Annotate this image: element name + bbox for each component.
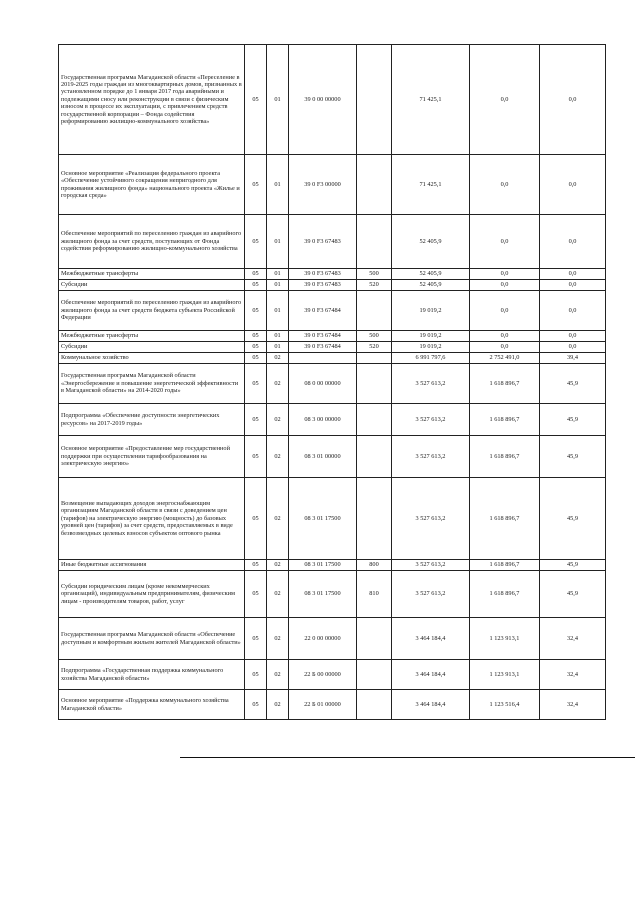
subsection-code-cell: 01 [267,155,289,215]
expense-type-cell [357,660,392,690]
table-row [59,291,606,331]
table-row [59,571,606,618]
planned-amount-cell: 3 464 184,4 [392,660,470,690]
executed-amount-cell: 2 752 491,0 [470,353,540,364]
execution-percent-cell: 45,9 [540,571,606,618]
section-code-cell: 05 [245,291,267,331]
budget-table-body [59,45,606,720]
executed-amount-cell: 0,0 [470,291,540,331]
execution-percent-cell: 0,0 [540,155,606,215]
target-article-cell: 39 0 F3 00000 [289,155,357,215]
expense-type-cell [357,353,392,364]
planned-amount-cell: 52 405,9 [392,215,470,269]
section-code-cell: 05 [245,571,267,618]
expense-type-cell [357,690,392,720]
row-name-cell: Субсидии [59,280,245,291]
table-row [59,331,606,342]
planned-amount-cell: 3 464 184,4 [392,618,470,660]
execution-percent-cell: 0,0 [540,215,606,269]
planned-amount-cell: 6 991 797,6 [392,353,470,364]
subsection-code-cell: 02 [267,353,289,364]
row-name-cell: Государственная программа Магаданской области «Энергосбережение и повышение энергетической эффективности в Магаданской области» на 2014-2020 годы» [59,364,245,404]
budget-table [58,44,606,720]
executed-amount-cell: 0,0 [470,215,540,269]
section-code-cell: 05 [245,342,267,353]
section-code-cell: 05 [245,364,267,404]
execution-percent-cell: 45,9 [540,478,606,560]
subsection-code-cell: 01 [267,45,289,155]
target-article-cell: 39 0 00 00000 [289,45,357,155]
subsection-code-cell: 02 [267,436,289,478]
section-code-cell: 05 [245,269,267,280]
expense-type-cell [357,436,392,478]
subsection-code-cell: 01 [267,215,289,269]
planned-amount-cell: 3 527 613,2 [392,364,470,404]
execution-percent-cell: 0,0 [540,342,606,353]
executed-amount-cell: 1 123 516,4 [470,690,540,720]
subsection-code-cell: 02 [267,478,289,560]
planned-amount-cell: 19 019,2 [392,342,470,353]
section-code-cell: 05 [245,690,267,720]
expense-type-cell: 810 [357,571,392,618]
table-row [59,618,606,660]
row-name-cell: Субсидии юридическим лицам (кроме некоммерческих организаций), индивидуальным предпринимателям, физическим лицам - производителям товаров, работ, услуг [59,571,245,618]
execution-percent-cell: 45,9 [540,436,606,478]
planned-amount-cell: 3 527 613,2 [392,560,470,571]
target-article-cell: 22 Б 01 00000 [289,690,357,720]
target-article-cell: 08 3 00 00000 [289,404,357,436]
row-name-cell: Межбюджетные трансферты [59,269,245,280]
planned-amount-cell: 52 405,9 [392,280,470,291]
expense-type-cell [357,155,392,215]
expense-type-cell: 500 [357,331,392,342]
expense-type-cell [357,291,392,331]
table-row [59,478,606,560]
divider-line [180,757,635,758]
row-name-cell: Государственная программа Магаданской области «Переселение в 2019-2025 годы граждан из многоквартирных домов, признанных в установленном порядке до 1 января 2017 года аварийными и подлежащими сносу или реконструкции в связи с физическим износом в процессе их эксплуатации, с привлечением средств государственной корпорации – Фонда содействия реформированию жилищно-коммунального хозяйства» [59,45,245,155]
target-article-cell: 08 3 01 17500 [289,571,357,618]
row-name-cell: Межбюджетные трансферты [59,331,245,342]
planned-amount-cell: 3 527 613,2 [392,436,470,478]
target-article-cell: 39 0 F3 67484 [289,342,357,353]
execution-percent-cell: 45,9 [540,364,606,404]
table-row [59,690,606,720]
table-row [59,660,606,690]
table-row [59,353,606,364]
planned-amount-cell: 71 425,1 [392,155,470,215]
planned-amount-cell: 3 464 184,4 [392,690,470,720]
table-row [59,404,606,436]
expense-type-cell [357,404,392,436]
table-row [59,45,606,155]
target-article-cell: 39 0 F3 67483 [289,280,357,291]
expense-type-cell [357,215,392,269]
expense-type-cell [357,45,392,155]
target-article-cell: 22 0 00 00000 [289,618,357,660]
section-code-cell: 05 [245,404,267,436]
subsection-code-cell: 02 [267,660,289,690]
executed-amount-cell: 0,0 [470,269,540,280]
target-article-cell: 39 0 F3 67484 [289,331,357,342]
section-code-cell: 05 [245,215,267,269]
target-article-cell: 39 0 F3 67483 [289,269,357,280]
expense-type-cell: 520 [357,342,392,353]
execution-percent-cell: 0,0 [540,331,606,342]
execution-percent-cell: 32,4 [540,660,606,690]
expense-type-cell [357,618,392,660]
planned-amount-cell: 3 527 613,2 [392,404,470,436]
row-name-cell: Субсидии [59,342,245,353]
target-article-cell: 22 Б 00 00000 [289,660,357,690]
target-article-cell: 08 3 01 00000 [289,436,357,478]
target-article-cell: 08 3 01 17500 [289,560,357,571]
table-row [59,364,606,404]
row-name-cell: Коммунальное хозяйство [59,353,245,364]
table-row [59,342,606,353]
planned-amount-cell: 19 019,2 [392,331,470,342]
section-code-cell: 05 [245,331,267,342]
section-code-cell: 05 [245,478,267,560]
subsection-code-cell: 01 [267,342,289,353]
execution-percent-cell: 45,9 [540,404,606,436]
row-name-cell: Иные бюджетные ассигнования [59,560,245,571]
expense-type-cell: 500 [357,269,392,280]
subsection-code-cell: 02 [267,618,289,660]
section-code-cell: 05 [245,280,267,291]
executed-amount-cell: 1 123 913,1 [470,660,540,690]
subsection-code-cell: 01 [267,280,289,291]
execution-percent-cell: 45,9 [540,560,606,571]
row-name-cell: Возмещение выпадающих доходов энергоснабжающим организациям Магаданской области в связи с доведением цен (тарифов) на электрическую энергию (мощность) до базовых уровней цен (тарифов) за счет средств, предоставляемых в виде безвозмездных целевых взносов субъектом оптового рынка [59,478,245,560]
executed-amount-cell: 1 618 896,7 [470,478,540,560]
executed-amount-cell: 0,0 [470,155,540,215]
expense-type-cell [357,364,392,404]
subsection-code-cell: 02 [267,560,289,571]
execution-percent-cell: 0,0 [540,269,606,280]
target-article-cell: 08 3 01 17500 [289,478,357,560]
section-code-cell: 05 [245,660,267,690]
execution-percent-cell: 0,0 [540,45,606,155]
table-row [59,436,606,478]
executed-amount-cell: 0,0 [470,342,540,353]
row-name-cell: Основное мероприятие «Поддержка коммунального хозяйства Магаданской области» [59,690,245,720]
execution-percent-cell: 39,4 [540,353,606,364]
section-code-cell: 05 [245,560,267,571]
section-code-cell: 05 [245,45,267,155]
section-code-cell: 05 [245,155,267,215]
row-name-cell: Государственная программа Магаданской области «Обеспечение доступным и комфортным жильем жителей Магаданской области» [59,618,245,660]
planned-amount-cell: 19 019,2 [392,291,470,331]
row-name-cell: Основное мероприятие «Предоставление мер государственной поддержки при осуществлении тарифообразования на электрическую энергию» [59,436,245,478]
expense-type-cell: 520 [357,280,392,291]
executed-amount-cell: 1 618 896,7 [470,364,540,404]
subsection-code-cell: 01 [267,291,289,331]
section-code-cell: 05 [245,353,267,364]
planned-amount-cell: 3 527 613,2 [392,478,470,560]
section-code-cell: 05 [245,436,267,478]
executed-amount-cell: 1 123 913,1 [470,618,540,660]
subsection-code-cell: 02 [267,404,289,436]
subsection-code-cell: 01 [267,331,289,342]
expense-type-cell [357,478,392,560]
planned-amount-cell: 3 527 613,2 [392,571,470,618]
execution-percent-cell: 32,4 [540,690,606,720]
row-name-cell: Обеспечение мероприятий по переселению граждан из аварийного жилищного фонда за счет средств, поступающих от Фонда содействия реформированию жилищно-коммунального хозяйства [59,215,245,269]
executed-amount-cell: 1 618 896,7 [470,571,540,618]
table-row [59,560,606,571]
row-name-cell: Обеспечение мероприятий по переселению граждан из аварийного жилищного фонда за счет средств бюджета субъекта Российской Федерации [59,291,245,331]
subsection-code-cell: 01 [267,269,289,280]
table-row [59,280,606,291]
target-article-cell: 08 0 00 00000 [289,364,357,404]
target-article-cell [289,353,357,364]
execution-percent-cell: 32,4 [540,618,606,660]
executed-amount-cell: 0,0 [470,280,540,291]
section-code-cell: 05 [245,618,267,660]
target-article-cell: 39 0 F3 67484 [289,291,357,331]
target-article-cell: 39 0 F3 67483 [289,215,357,269]
execution-percent-cell: 0,0 [540,280,606,291]
table-row [59,269,606,280]
subsection-code-cell: 02 [267,364,289,404]
row-name-cell: Подпрограмма «Обеспечение доступности энергетических ресурсов» на 2017-2019 годы» [59,404,245,436]
planned-amount-cell: 71 425,1 [392,45,470,155]
row-name-cell: Основное мероприятие «Реализация федерального проекта «Обеспечение устойчивого сокращения непригодного для проживания жилищного фонда» национального проекта «Жилье и городская среда» [59,155,245,215]
table-row [59,215,606,269]
subsection-code-cell: 02 [267,690,289,720]
executed-amount-cell: 0,0 [470,331,540,342]
executed-amount-cell: 1 618 896,7 [470,404,540,436]
executed-amount-cell: 1 618 896,7 [470,560,540,571]
row-name-cell: Подпрограмма «Государственная поддержка коммунального хозяйства Магаданской области» [59,660,245,690]
executed-amount-cell: 0,0 [470,45,540,155]
planned-amount-cell: 52 405,9 [392,269,470,280]
table-row [59,155,606,215]
expense-type-cell: 800 [357,560,392,571]
subsection-code-cell: 02 [267,571,289,618]
execution-percent-cell: 0,0 [540,291,606,331]
executed-amount-cell: 1 618 896,7 [470,436,540,478]
